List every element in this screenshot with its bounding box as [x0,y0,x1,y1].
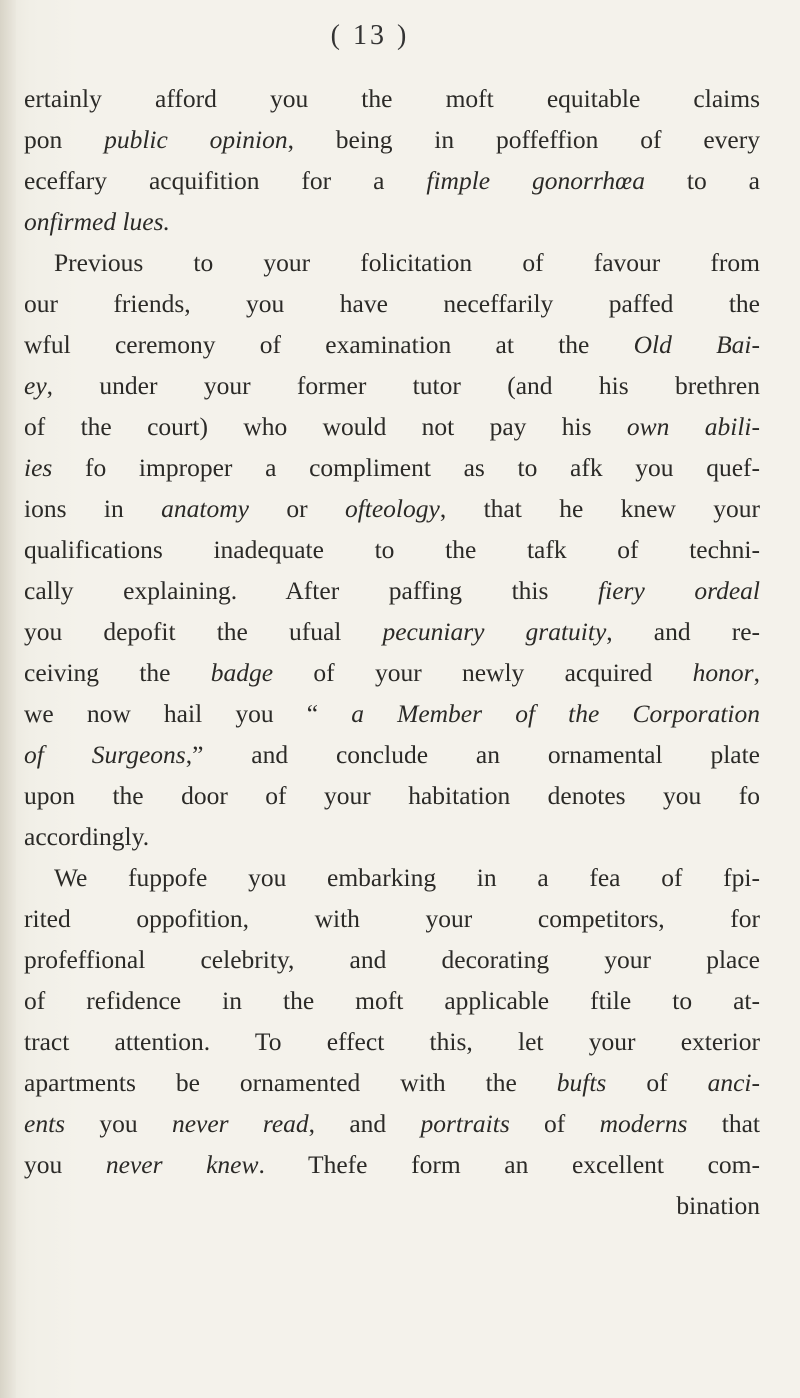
text-line [24,939,760,980]
text-segment: of the court) who would not pay his [24,412,627,441]
text-segment: of your newly acquired [273,658,693,687]
text-segment: bination [676,1191,760,1220]
italic-text: a Member of the Corporation [351,699,760,728]
italic-text: public opinion [104,125,288,154]
italic-text: anatomy [161,494,249,523]
text-line [24,734,760,775]
text-line [24,283,760,324]
text-segment: , and re- [606,617,760,646]
italic-text: anci- [707,1068,760,1097]
italic-text: Old Bai- [633,330,760,359]
text-segment: accordingly. [24,822,150,851]
text-line [24,1103,760,1144]
text-segment: or [248,494,345,523]
text-segment: rited oppofition, with your competitors, for [24,904,760,933]
text-segment: ,” and conclude an ornamental plate [185,740,760,769]
text-segment: , being in poffeffion of every [287,125,760,154]
page-number: ( 13 ) [330,20,410,51]
page-gutter [0,0,16,1398]
italic-text: ey [24,371,47,400]
text-segment: , that he knew your [439,494,760,523]
text-line [24,242,760,283]
text-segment: you depofit the ufual [24,617,383,646]
text-segment: cally explaining. After paffing this [24,576,599,605]
text-segment: Previous to your folicitation of favour from [54,248,760,277]
text-segment: of refidence in the moft applicable ftile to at- [24,986,760,1015]
text-segment: that [687,1109,760,1138]
text-segment: , under your former tutor (and his brethren [46,371,760,400]
text-line [24,78,760,119]
italic-text: badge [210,658,274,687]
text-segment: ceiving the [24,658,211,687]
text-segment: tract attention. To effect this, let your exterior [24,1027,760,1056]
text-segment: we now hail you “ [24,699,352,728]
text-line [24,447,760,488]
text-line [24,898,760,939]
text-line [24,693,760,734]
text-line [24,1021,760,1062]
text-segment: you [65,1109,172,1138]
italic-text: pecuniary gratuity [382,617,607,646]
text-segment: We fuppofe you embarking in a fea of fpi- [54,863,760,892]
text-segment: qualifications inadequate to the tafk of techni- [24,535,760,564]
text-line [24,652,760,693]
italic-text: moderns [599,1109,688,1138]
text-line [24,201,760,242]
text-line [24,160,760,201]
text-line [24,980,760,1021]
text-line [24,488,760,529]
text-segment: eceffary acquifition for a [24,166,427,195]
text-segment: apartments be ornamented with the [24,1068,557,1097]
italic-text: ies [24,453,53,482]
body-text [24,78,760,1226]
text-line [24,611,760,652]
text-line [24,857,760,898]
text-segment: ertainly afford you the moft equitable claims [24,84,760,113]
text-line [24,406,760,447]
text-segment: ions in [24,494,162,523]
italic-text: never knew [105,1150,259,1179]
italic-text: of Surgeons [24,740,186,769]
italic-text: ents [24,1109,66,1138]
text-segment: pon [24,125,105,154]
text-segment: , [753,658,760,687]
italic-text: onfirmed lues. [24,207,170,236]
text-line [24,816,760,857]
text-line [24,775,760,816]
text-segment: , and [308,1109,421,1138]
italic-text: never read [171,1109,309,1138]
italic-text: honor [692,658,754,687]
text-segment: our friends, you have neceffarily paffed the [24,289,760,318]
text-line [24,1062,760,1103]
text-segment: . Thefe form an excellent com- [258,1150,760,1179]
text-line [24,365,760,406]
italic-text: own abili- [626,412,760,441]
text-segment: upon the door of your habitation denotes you fo [24,781,760,810]
text-line [24,1144,760,1185]
text-segment: of [606,1068,708,1097]
text-line [24,324,760,365]
italic-text: bufts [556,1068,607,1097]
text-line [24,570,760,611]
italic-text: fimple gonorrhœa [426,166,645,195]
text-line [24,529,760,570]
italic-text: portraits [420,1109,510,1138]
text-line [24,119,760,160]
italic-text: fiery ordeal [598,576,760,605]
text-segment: you [24,1150,106,1179]
italic-text: ofteology [344,494,440,523]
text-line [24,1185,760,1226]
text-segment: fo improper a compliment as to afk you quef- [52,453,760,482]
text-segment: wful ceremony of examination at the [24,330,634,359]
text-segment: to a [644,166,760,195]
text-segment: of [509,1109,600,1138]
text-segment: profeffional celebrity, and decorating your place [24,945,760,974]
